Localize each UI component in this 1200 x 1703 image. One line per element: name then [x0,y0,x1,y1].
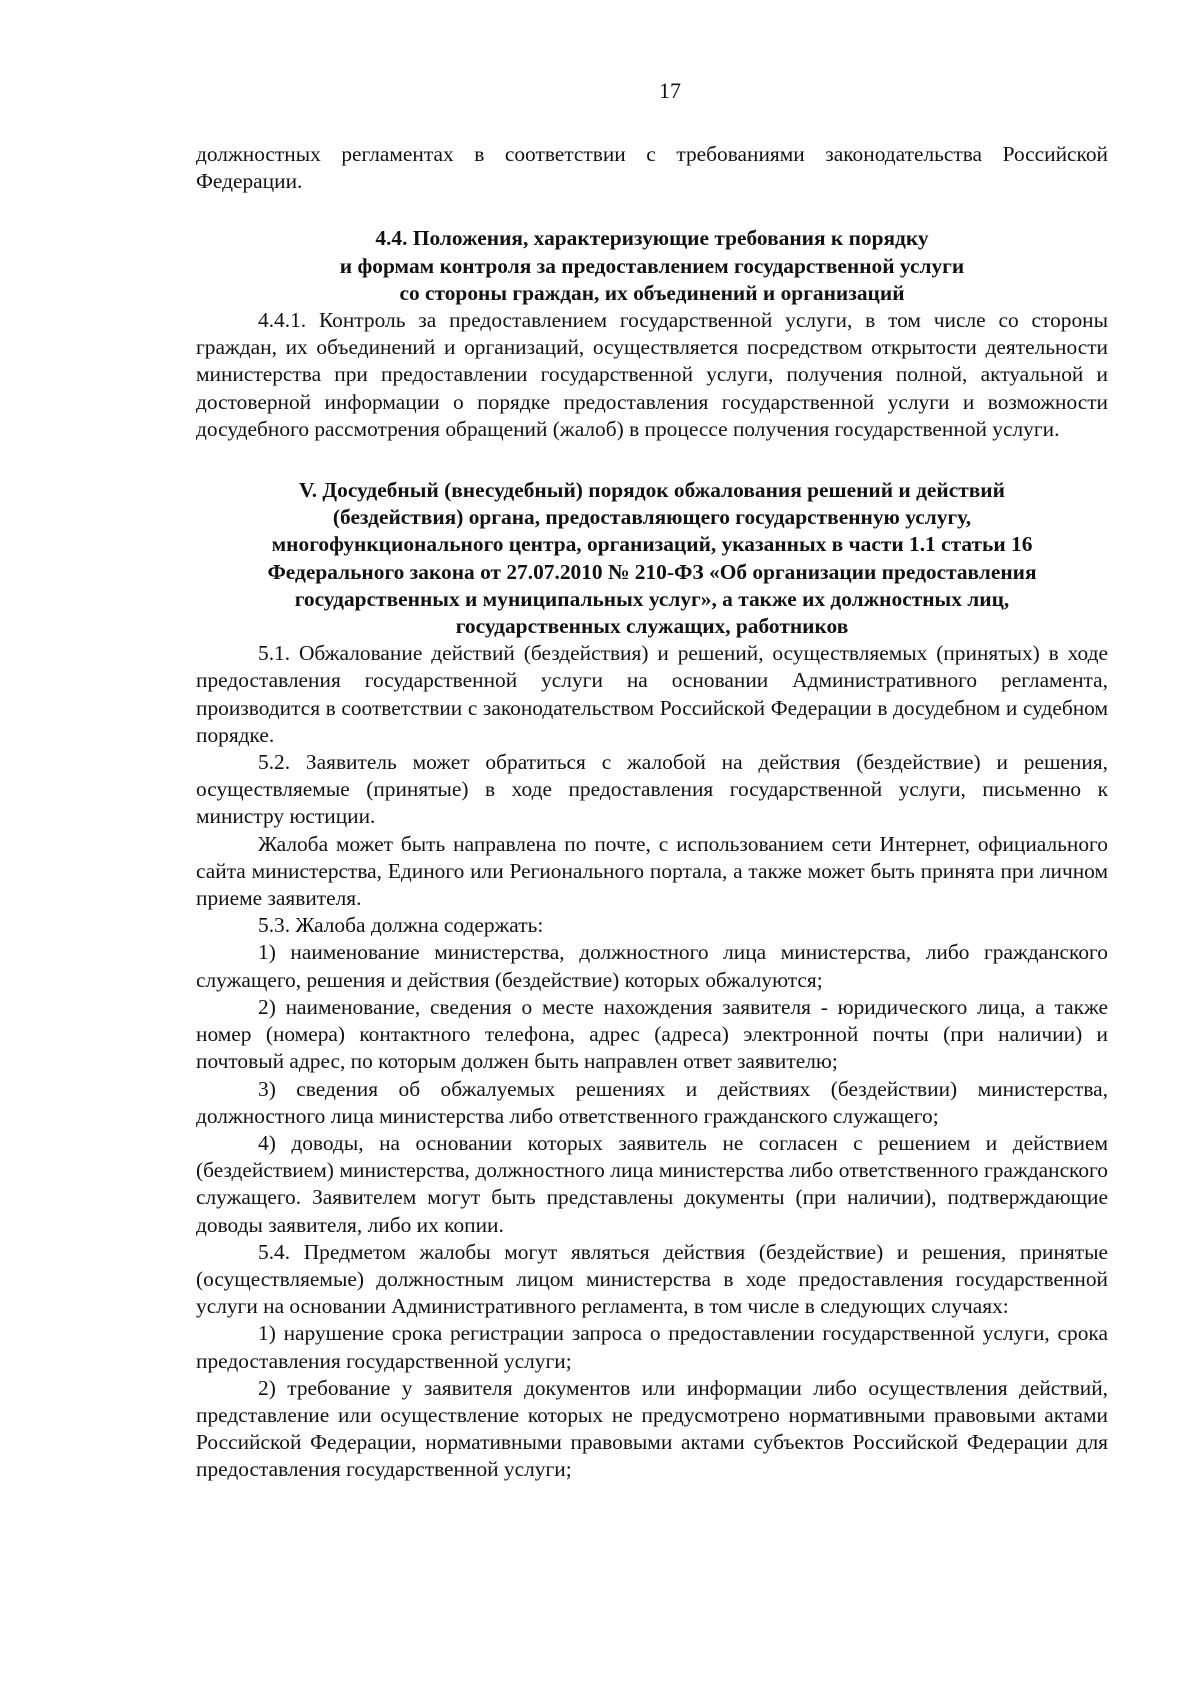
list-item-5-3-2: 2) наименование, сведения о месте нахождения заявителя - юридического лица, а также номер (номера) контактного телефона, адрес (адреса) электронной почты (при наличии) и почтовый адрес, по которым должен быть направлен ответ заявителю; [196,994,1108,1074]
heading-line: государственных и муниципальных услуг», а также их должностных лиц, [294,586,1010,611]
heading-line: 4.4. Положения, характеризующие требования к порядку [375,226,929,251]
paragraph-5-2: 5.2. Заявитель может обратиться с жалобой на действия (бездействие) и решения, осуществляемые (принятые) в ходе предоставления государственной услуги, письменно к министру юстиции. [196,750,1108,829]
paragraph-complaint-channels: Жалоба может быть направлена по почте, с использованием сети Интернет, официального сайта министерства, Единого или Регионального портала, а также может быть принята при личном приеме заявителя. [196,831,1108,911]
paragraph-5-4: 5.4. Предметом жалобы могут являться действия (бездействие) и решения, принятые (осуществляемые) должностным лицом министерства в ходе предоставления государственной услуги на основании Административного регламента, в том числе в следующих случаях: [196,1239,1108,1319]
heading-line: многофункционального центра, организаций, указанных в части 1.1 статьи 16 [271,532,1033,557]
heading-line: (бездействия) органа, предоставляющего государственную услугу, [332,505,972,530]
heading-line: Федерального закона от 27.07.2010 № 210-ФЗ «Об организации предоставления [267,559,1037,584]
list-item-5-3-1: 1) наименование министерства, должностного лица министерства, либо гражданского служащего, решения и действия (бездействие) которых обжалуются; [196,940,1108,992]
heading-line: V. Досудебный (внесудебный) порядок обжалования решений и действий [299,478,1005,503]
list-item-5-3-4: 4) доводы, на основании которых заявитель не согласен с решением и действием (бездействием) министерства, должностного лица министерства либо ответственного гражданского служащего. Заявителем могут быть представлены документы (при наличии), подтверждающие доводы заявителя, либо их копии. [196,1130,1108,1237]
document-page [196,78,1108,1484]
heading-line: и формам контроля за предоставлением государственной услуги [339,253,965,278]
heading-line: государственных служащих, работников [455,614,849,639]
paragraph-5-1: 5.1. Обжалование действий (бездействия) и решений, осуществляемых (принятых) в ходе предоставления государственной услуги на основании Административного регламента, производится в соответствии с законодательством Российской Федерации в досудебном и судебном порядке. [196,641,1108,747]
paragraph-4-4-1: 4.4.1. Контроль за предоставлением государственной услуги, в том числе со стороны граждан, их объединений и организаций, осуществляется посредством открытости деятельности министерства при предоставлении государственной услуги, получения полной, актуальной и достоверной информации о порядке предоставления государственной услуги и возможности досудебного рассмотрения обращений (жалоб) в процессе получения государственной услуги. [196,308,1108,441]
section-v-heading [196,477,1108,640]
list-item-5-4-2: 2) требование у заявителя документов или информации либо осуществления действий, представление или осуществление которых не предусмотрено нормативными правовыми актами Российской Федерации, нормативными правовыми актами субъектов Российской Федерации для предоставления государственной услуги; [196,1375,1108,1482]
section-4-4-heading [196,225,1108,307]
heading-line: со стороны граждан, их объединений и организаций [399,280,905,305]
paragraph-5-3: 5.3. Жалоба должна содержать: [258,913,544,938]
page-number: 17 [659,78,681,103]
list-item-5-4-1: 1) нарушение срока регистрации запроса о предоставлении государственной услуги, срока предоставления государственной услуги; [196,1321,1108,1373]
list-item-5-3-3: 3) сведения об обжалуемых решениях и действиях (бездействии) министерства, должностного лица министерства либо ответственного гражданского служащего; [196,1076,1108,1128]
continuation-paragraph: должностных регламентах в соответствии с требованиями законодательства Российской Федерации. [196,142,1108,194]
